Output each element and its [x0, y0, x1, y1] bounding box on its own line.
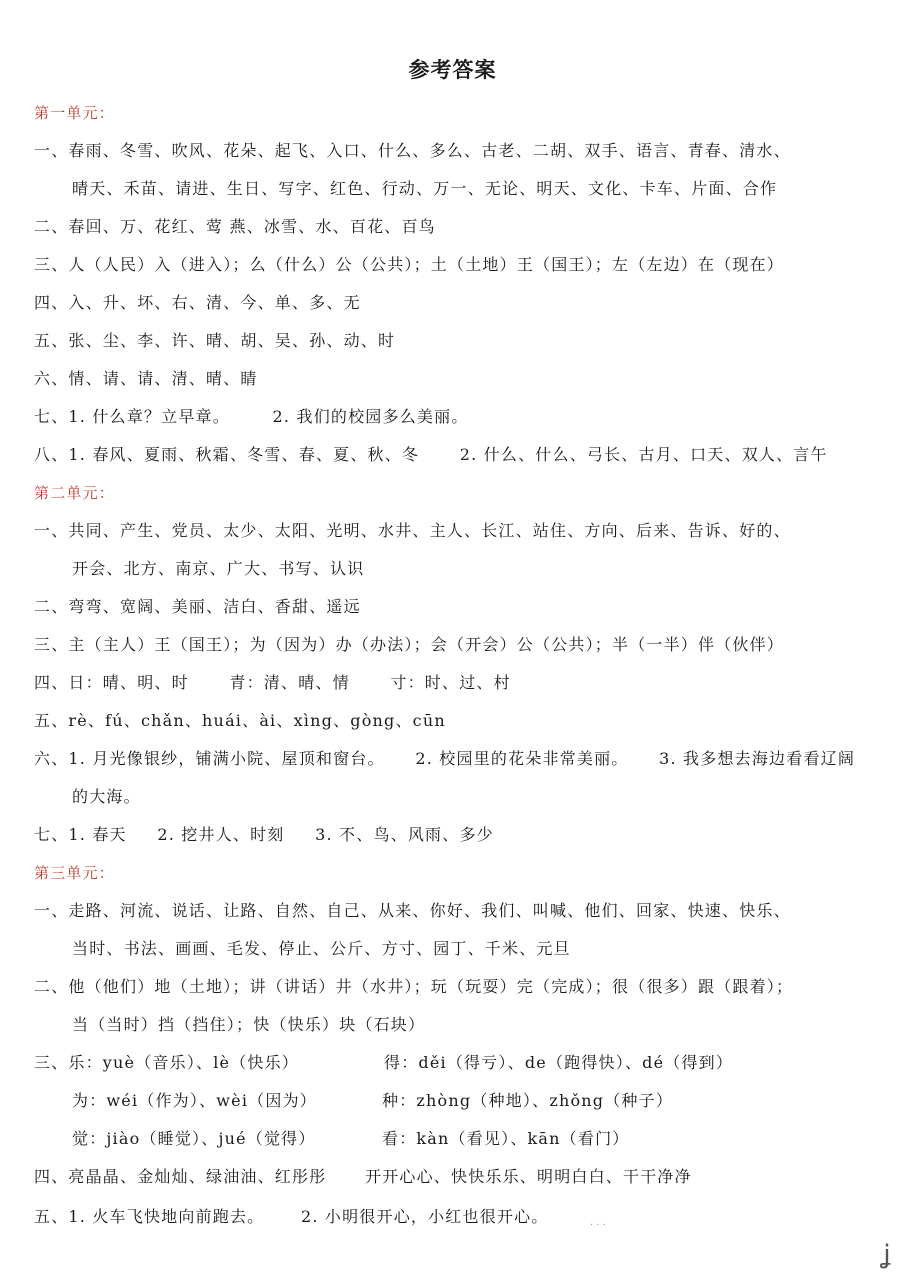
unit-3-q2-cont: 当（当时）挡（挡住）；快（快乐）块（石块） — [72, 1015, 426, 1034]
unit-2-q4-part2: 青：清、晴、情 — [229, 673, 350, 692]
unit-2-q7-part3: 3. 不、鸟、风雨、多少 — [315, 825, 494, 844]
unit-3-q3-le: 三、乐：yuè（音乐）、lè（快乐） — [34, 1053, 299, 1072]
unit-3-q5-part1: 五、1. 火车飞快地向前跑去。 — [34, 1207, 265, 1226]
unit-1-q2: 二、春回、万、花红、莺 燕、冰雪、水、百花、百鸟 — [34, 217, 436, 236]
page-title: 参考答案 — [408, 57, 497, 82]
unit-2-q3: 三、主（主人）王（国王）；为（因为）办（办法）；会（开会）公（公共）；半（一半）伴（伙伴） — [34, 635, 785, 654]
unit-3-q5-part2: 2. 小明很开心，小红也很开心。 — [300, 1207, 549, 1226]
unit-1-q8-part2: 2. 什么、什么、弓长、古月、口天、双人、言午 — [459, 445, 828, 464]
unit-3-q5 — [34, 1205, 885, 1229]
unit-2-q7-part1: 七、1. 春天 — [34, 825, 127, 844]
decorative-dots: · · · — [590, 1220, 606, 1231]
unit-1-q4: 四、入、升、坏、右、清、今、单、多、无 — [34, 293, 361, 312]
unit-2-q6-part3: 3. 我多想去海边看看辽阔 — [659, 749, 856, 768]
unit-3-heading: 第三单元： — [34, 864, 116, 882]
unit-1-q7-part2: 2. 我们的校园多么美丽。 — [272, 407, 469, 426]
unit-2-q4-part1: 四、日：晴、明、时 — [34, 673, 189, 692]
unit-1-q7-part1: 七、1. 什么章？立早章。 — [34, 407, 230, 426]
unit-2-q1: 一、共同、产生、党员、太少、太阳、光明、水井、主人、长江、站住、方向、后来、告诉、好的、 — [34, 521, 791, 540]
unit-3-q3-kan: 看：kàn（看见）、kān（看门） — [382, 1129, 630, 1148]
unit-3-q3-row3 — [72, 1127, 885, 1151]
unit-3-q3-zhong: 种：zhòng（种地）、zhǒng（种子） — [382, 1091, 674, 1110]
unit-1-q5: 五、张、尘、李、许、晴、胡、吴、孙、动、时 — [34, 331, 396, 350]
unit-3-q2: 二、他（他们）地（土地）；讲（讲话）井（水井）；玩（玩耍）完（完成）；很（很多）跟（跟着）； — [34, 977, 794, 996]
unit-1-q8-part1: 八、1. 春风、夏雨、秋霜、冬雪、春、夏、秋、冬 — [34, 445, 420, 464]
unit-2-heading: 第二单元： — [34, 484, 116, 502]
unit-2-q7-part2: 2. 挖井人、时刻 — [157, 825, 285, 844]
unit-3-q4-part2: 开开心心、快快乐乐、明明白白、干干净净 — [365, 1167, 692, 1186]
unit-2-q1-cont: 开会、北方、南京、广大、书写、认识 — [72, 559, 365, 578]
corner-mark-icon: ʝ — [883, 1240, 891, 1270]
unit-2-q6-part1: 六、1. 月光像银纱，铺满小院、屋顶和窗台。 — [34, 749, 385, 768]
unit-2-q6-part2: 2. 校园里的花朵非常美丽。 — [415, 749, 629, 768]
unit-2-q4-part3: 寸：时、过、村 — [390, 673, 511, 692]
unit-2-q6 — [34, 747, 885, 771]
unit-1-q8 — [34, 443, 885, 467]
unit-3-q4-part1: 四、亮晶晶、金灿灿、绿油油、红彤彤 — [34, 1167, 327, 1186]
unit-1-q1: 一、春雨、冬雪、吹风、花朵、起飞、入口、什么、多么、古老、二胡、双手、语言、青春、清水、 — [34, 141, 791, 160]
unit-1-q1-cont: 晴天、禾苗、请进、生日、写字、红色、行动、万一、无论、明天、文化、卡车、片面、合作 — [72, 179, 778, 198]
unit-2-q4 — [34, 671, 885, 695]
unit-3-q3-row2 — [72, 1089, 885, 1113]
unit-2-q5: 五、rè、fú、chǎn、huái、ài、xìng、gòng、cūn — [34, 711, 446, 730]
unit-2-q6-cont: 的大海。 — [72, 787, 141, 806]
unit-2-q7 — [34, 823, 885, 847]
unit-1-heading: 第一单元： — [34, 104, 116, 122]
unit-3-q3-wei: 为：wéi（作为）、wèi（因为） — [72, 1091, 317, 1110]
unit-3-q3-de: 得：děi（得亏）、de（跑得快）、dé（得到） — [384, 1053, 734, 1072]
unit-3-q3-row1 — [34, 1051, 885, 1075]
unit-1-q7 — [34, 405, 885, 429]
unit-2-q2: 二、弯弯、宽阔、美丽、洁白、香甜、遥远 — [34, 597, 361, 616]
unit-3-q1: 一、走路、河流、说话、让路、自然、自己、从来、你好、我们、叫喊、他们、回家、快速、快乐、 — [34, 901, 791, 920]
unit-3-q3-jiao: 觉：jiào（睡觉）、jué（觉得） — [72, 1129, 316, 1148]
unit-1-q6: 六、情、请、请、清、晴、睛 — [34, 369, 258, 388]
unit-1-q3: 三、人（人民）入（进入）；么（什么）公（公共）；土（土地）王（国王）；左（左边）在（现在） — [34, 255, 785, 274]
unit-3-q1-cont: 当时、书法、画画、毛发、停止、公斤、方寸、园丁、千米、元旦 — [72, 939, 571, 958]
unit-3-q4 — [34, 1165, 885, 1189]
